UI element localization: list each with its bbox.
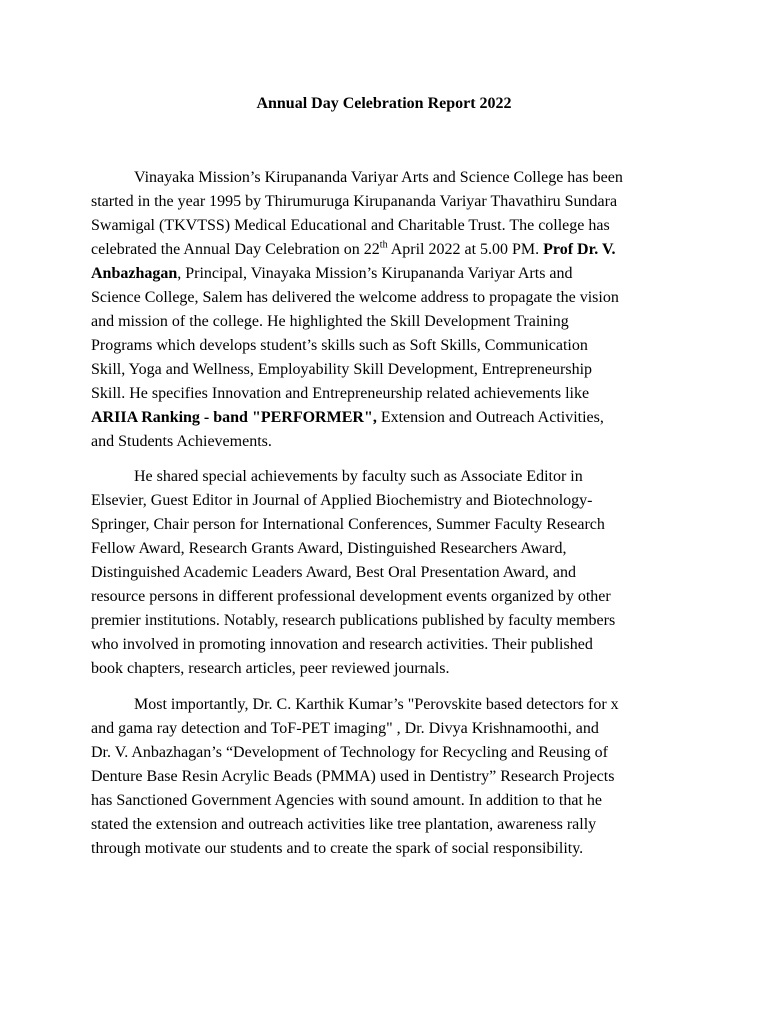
paragraph-line: and gama ray detection and ToF-PET imaging" , Dr. Divya Krishnamoothi, and [91, 720, 599, 737]
paragraph-line: Vinayaka Mission’s Kirupananda Variyar Arts and Science College has been [134, 169, 623, 186]
paragraph-intro [91, 166, 691, 454]
document-title: Annual Day Celebration Report 2022 [256, 95, 512, 112]
paragraph-line: Skill, Yoga and Wellness, Employability Skill Development, Entrepreneurship [91, 361, 593, 378]
paragraph-achievements [91, 465, 691, 681]
paragraph-line: Fellow Award, Research Grants Award, Distinguished Researchers Award, [91, 540, 567, 557]
paragraph-line: and Students Achievements. [91, 433, 272, 450]
paragraph-line [91, 406, 691, 430]
paragraph-line: has Sanctioned Government Agencies with sound amount. In addition to that he [91, 792, 603, 809]
ariia-ranking-bold: ARIIA Ranking - band "PERFORMER", [91, 409, 377, 426]
text-segment: , Principal, Vinayaka Mission’s Kirupananda Variyar Arts and [177, 265, 573, 282]
paragraph-line: who involved in promoting innovation and research activities. Their published [91, 636, 593, 653]
superscript-ordinal: th [379, 239, 388, 251]
paragraph-line: Programs which develops student’s skills such as Soft Skills, Communication [91, 337, 588, 354]
paragraph-line: Most importantly, Dr. C. Karthik Kumar’s "Perovskite based detectors for x [134, 696, 619, 713]
paragraph-line: He shared special achievements by faculty such as Associate Editor in [134, 468, 583, 485]
paragraph-line [91, 238, 691, 262]
paragraph-line: Skill. He specifies Innovation and Entrepreneurship related achievements like [91, 385, 590, 402]
paragraph-line: stated the extension and outreach activities like tree plantation, awareness rally [91, 816, 597, 833]
principal-name-bold: Prof Dr. V. [543, 241, 616, 258]
text-segment: April 2022 at 5.00 PM. [387, 241, 544, 258]
paragraph-line: Distinguished Academic Leaders Award, Best Oral Presentation Award, and [91, 564, 576, 581]
text-segment: celebrated the Annual Day Celebration on 22 [91, 241, 380, 258]
paragraph-line: resource persons in different professional development events organized by other [91, 588, 611, 605]
paragraph-research-projects [91, 693, 691, 861]
paragraph-line [91, 262, 691, 286]
paragraph-line: started in the year 1995 by Thirumuruga Kirupananda Variyar Thavathiru Sundara [91, 193, 618, 210]
paragraph-line: Denture Base Resin Acrylic Beads (PMMA) used in Dentistry” Research Projects [91, 768, 615, 785]
paragraph-line: and mission of the college. He highlighted the Skill Development Training [91, 313, 569, 330]
paragraph-line: premier institutions. Notably, research publications published by faculty members [91, 612, 616, 629]
paragraph-line: Science College, Salem has delivered the welcome address to propagate the vision [91, 289, 619, 306]
paragraph-line: book chapters, research articles, peer reviewed journals. [91, 660, 450, 677]
principal-name-bold: Anbazhagan [91, 265, 178, 282]
paragraph-line: Springer, Chair person for International Conferences, Summer Faculty Research [91, 516, 605, 533]
text-segment: Extension and Outreach Activities, [376, 409, 604, 426]
paragraph-line: through motivate our students and to create the spark of social responsibility. [91, 840, 584, 857]
paragraph-line: Swamigal (TKVTSS) Medical Educational and Charitable Trust. The college has [91, 217, 610, 234]
paragraph-line: Elsevier, Guest Editor in Journal of Applied Biochemistry and Biotechnology- [91, 492, 593, 509]
paragraph-line: Dr. V. Anbazhagan’s “Development of Technology for Recycling and Reusing of [91, 744, 608, 761]
